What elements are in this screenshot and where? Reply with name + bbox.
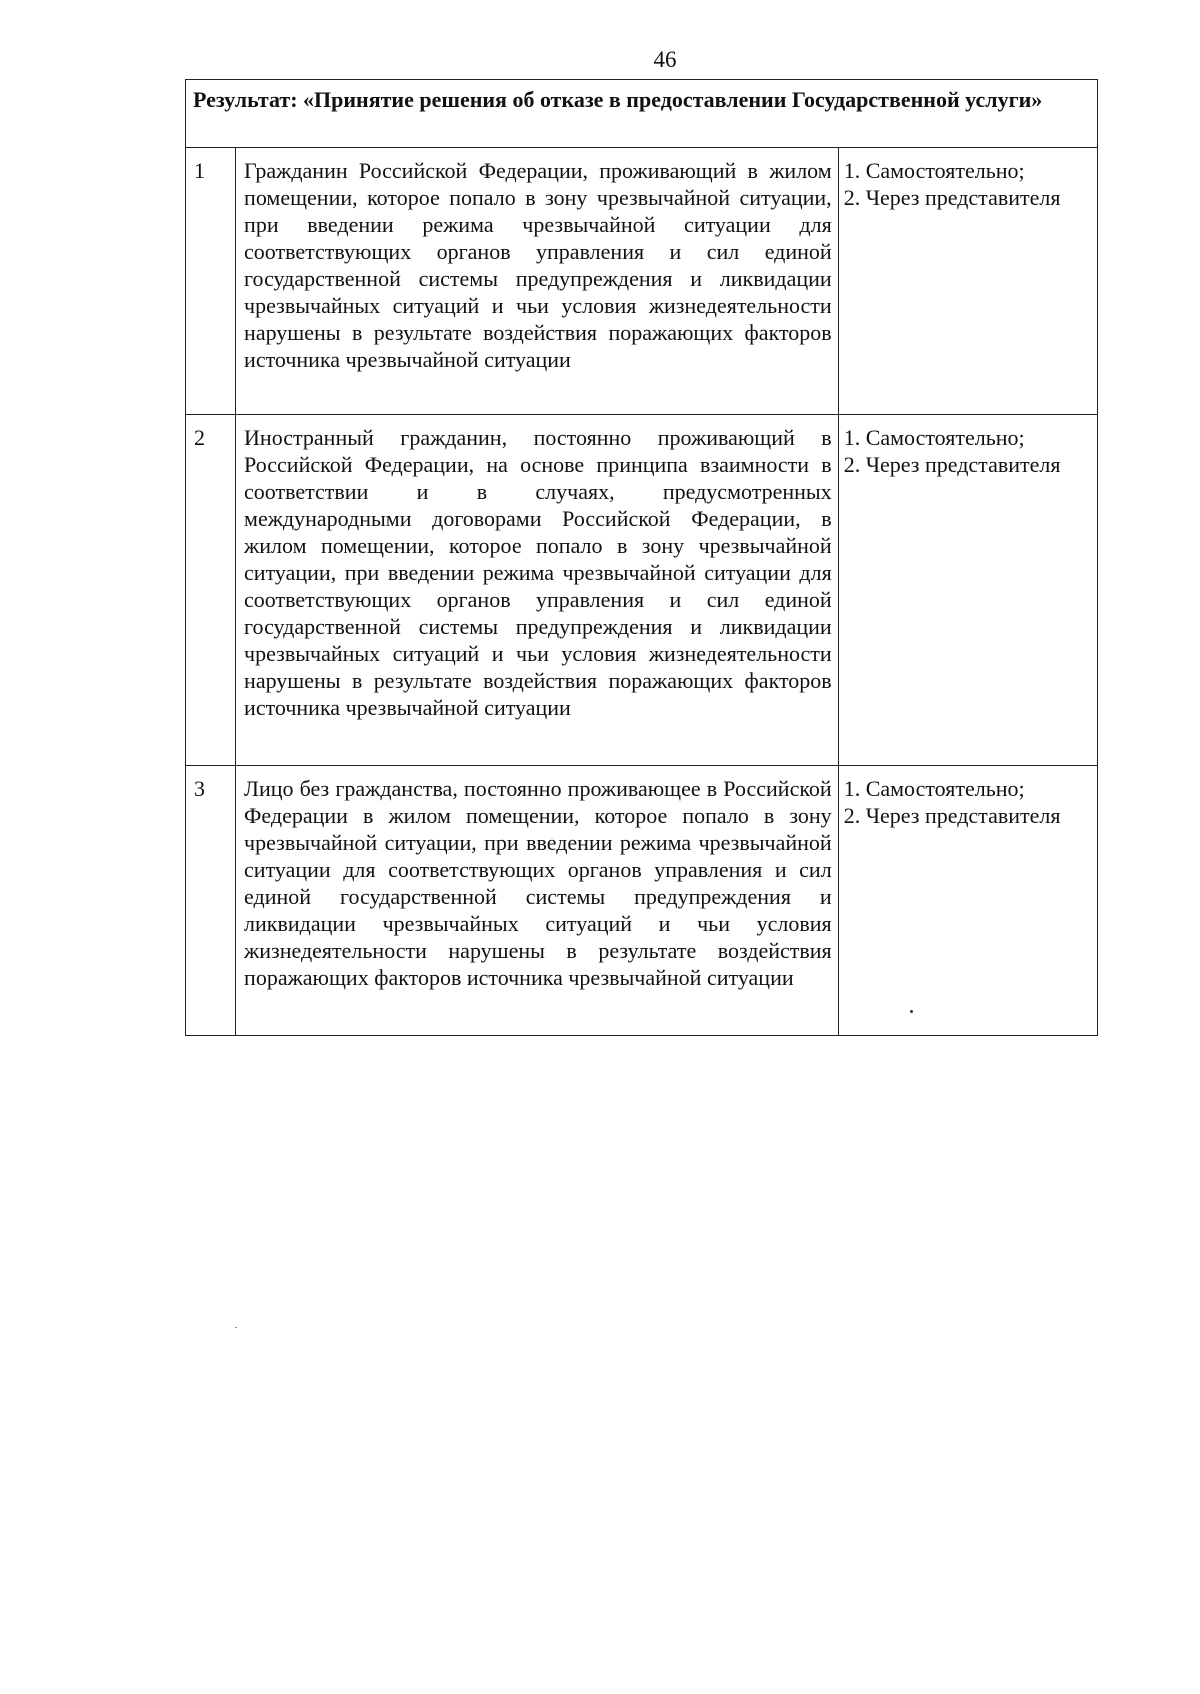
application-ways bbox=[838, 148, 1097, 415]
way-item: 1. Самостоятельно; bbox=[843, 425, 1025, 450]
way-item: 2. Через представителя bbox=[843, 185, 1061, 210]
page-number: 46 bbox=[653, 47, 677, 72]
applicant-categories-table bbox=[185, 79, 1098, 1036]
applicant-description: Иностранный гражданин, постоянно проживающий в Российской Федерации, на основе принципа взаимности в соответствии и в случаях, предусмотренных международными договорами Российской Федерации, в жилом помещении, которое попало в зону чрезвычайной ситуации, при введении режима чрезвычайной ситуации для соответствующих органов управления и сил единой государственной системы предупреждения и ликвидации чрезвычайных ситуаций и чьи условия жизнедеятельности нарушены в результате воздействия поражающих факторов источника чрезвычайной ситуации bbox=[236, 415, 839, 766]
table-row bbox=[186, 148, 1098, 415]
row-number: 1 bbox=[186, 148, 236, 415]
applicant-description: Гражданин Российской Федерации, проживающий в жилом помещении, которое попало в зону чрезвычайной ситуации, при введении режима чрезвычайной ситуации для соответствующих органов управления и сил единой государственной системы предупреждения и ликвидации чрезвычайных ситуаций и чьи условия жизнедеятельности нарушены в результате воздействия поражающих факторов источника чрезвычайной ситуации bbox=[236, 148, 839, 415]
row-number: 2 bbox=[186, 415, 236, 766]
applicant-description: Лицо без гражданства, постоянно проживающее в Российской Федерации в жилом помещении, которое попало в зону чрезвычайной ситуации, при введении режима чрезвычайной ситуации для соответствующих органов управления и сил единой государственной системы предупреждения и ликвидации чрезвычайных ситуаций и чьи условия жизнедеятельности нарушены в результате воздействия поражающих факторов источника чрезвычайной ситуации bbox=[236, 766, 839, 1036]
application-ways bbox=[838, 766, 1097, 1036]
scan-artifact-dot bbox=[910, 1010, 913, 1013]
way-item: 1. Самостоятельно; bbox=[843, 158, 1025, 183]
way-item: 1. Самостоятельно; bbox=[843, 776, 1025, 801]
way-item: 2. Через представителя bbox=[843, 452, 1061, 477]
table-row bbox=[186, 415, 1098, 766]
application-ways bbox=[838, 415, 1097, 766]
result-header: Результат: «Принятие решения об отказе в предоставлении Государственной услуги» bbox=[186, 80, 1098, 148]
table-header-row bbox=[186, 80, 1098, 148]
table-row bbox=[186, 766, 1098, 1036]
way-item: 2. Через представителя bbox=[843, 803, 1061, 828]
row-number: 3 bbox=[186, 766, 236, 1036]
scan-artifact-mark bbox=[235, 1327, 237, 1328]
